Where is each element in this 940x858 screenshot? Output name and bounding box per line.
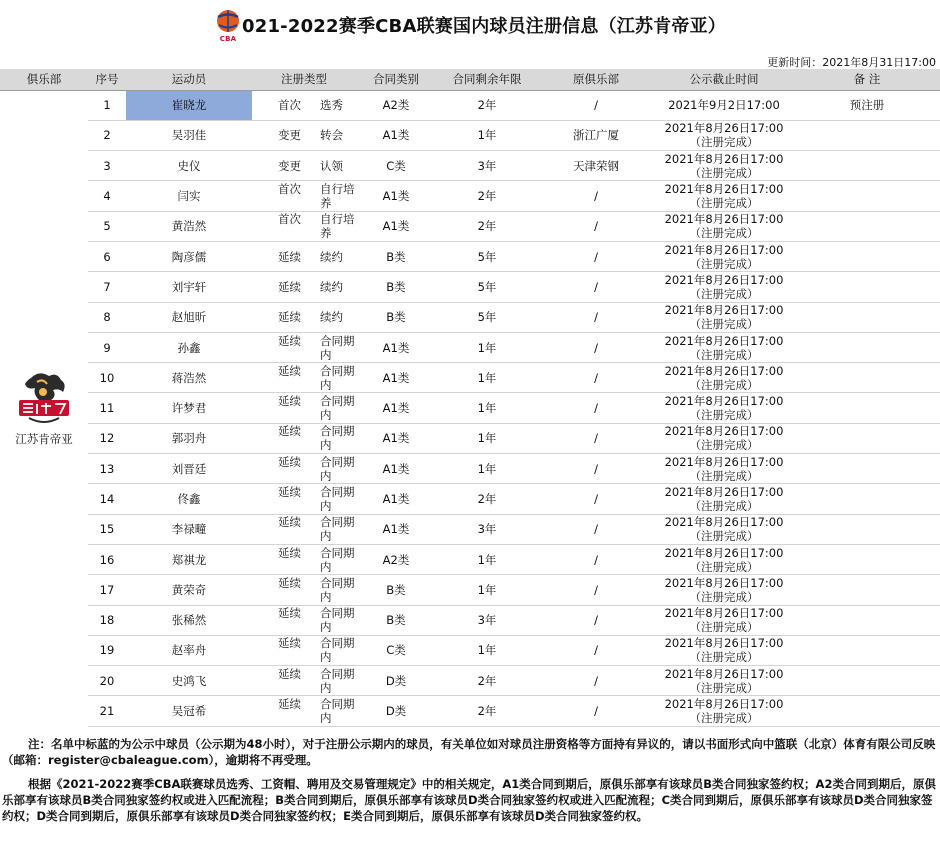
type-primary: 首次 bbox=[278, 182, 301, 197]
contract-years: 1年 bbox=[436, 544, 538, 574]
table-row bbox=[0, 241, 940, 271]
deadline bbox=[654, 151, 794, 181]
column-header: 注册类型 bbox=[252, 69, 356, 90]
remark bbox=[794, 120, 940, 150]
player-name: 孙鑫 bbox=[126, 332, 252, 362]
remark bbox=[794, 211, 940, 241]
remark bbox=[794, 423, 940, 453]
contract-years: 2年 bbox=[436, 90, 538, 120]
registration-type bbox=[252, 635, 356, 665]
type-secondary: 合同期内 bbox=[320, 333, 355, 362]
player-name: 崔晓龙 bbox=[126, 90, 252, 120]
registration-type bbox=[252, 514, 356, 544]
contract-years: 1年 bbox=[436, 393, 538, 423]
type-secondary: 合同期内 bbox=[320, 485, 355, 513]
remark bbox=[794, 454, 940, 484]
note-publicity: 注：名单中标蓝的为公示中球员（公示期为48小时），对于注册公示期内的球员，有关单位如对球员注册资格等方面持有异议的，请以书面形式向中篮联（北京）体育有限公司反映（邮箱：register@cbaleague.com），逾期将不再受理。 bbox=[2, 737, 936, 767]
type-primary: 延续 bbox=[278, 279, 301, 294]
deadline-status: （注册完成） bbox=[689, 135, 759, 150]
contract-years: 2年 bbox=[436, 696, 538, 726]
original-club: / bbox=[538, 514, 654, 544]
player-name: 黄浩然 bbox=[126, 211, 252, 241]
type-secondary: 合同期内 bbox=[320, 515, 355, 544]
player-name: 李禄疃 bbox=[126, 514, 252, 544]
row-number: 7 bbox=[88, 272, 126, 302]
contract-years: 5年 bbox=[436, 302, 538, 332]
deadline bbox=[654, 90, 794, 120]
table-row bbox=[0, 454, 940, 484]
contract-years: 2年 bbox=[436, 484, 538, 514]
type-primary: 首次 bbox=[278, 212, 301, 227]
deadline bbox=[654, 363, 794, 393]
deadline-date: 2021年8月26日17:00 bbox=[664, 121, 784, 136]
deadline-date: 2021年8月26日17:00 bbox=[664, 394, 784, 409]
remark bbox=[794, 151, 940, 181]
registration-type bbox=[252, 120, 356, 150]
deadline-status: （注册完成） bbox=[689, 620, 759, 635]
table-row bbox=[0, 575, 940, 605]
registration-type bbox=[252, 666, 356, 696]
note-rules: 根据《2021-2022赛季CBA联赛球员选秀、工资帽、聘用及交易管理规定》中的相关规定，A1类合同到期后，原俱乐部享有该球员B类合同独家签约权；A2类合同到期后，原俱乐部享有该球员B类合同独家签约权或进入匹配流程；B类合同到期后，原俱乐部享有该球员D类合同独家签约权或进入匹配流程；C类合同到期后，原俱乐部享有该球员D类合同独家签约权；D类合同到期后，原俱乐部享有该球员D类合同独家签约权；E类合同到期后，原俱乐部享有该球员D类合同独家签约权。 bbox=[2, 777, 936, 823]
contract-years: 5年 bbox=[436, 272, 538, 302]
row-number: 12 bbox=[88, 423, 126, 453]
contract-category: A2类 bbox=[356, 90, 436, 120]
original-club: / bbox=[538, 605, 654, 635]
original-club: / bbox=[538, 635, 654, 665]
player-name: 陶彦儒 bbox=[126, 241, 252, 271]
table-row bbox=[0, 605, 940, 635]
table-row bbox=[0, 332, 940, 362]
contract-years: 5年 bbox=[436, 241, 538, 271]
contract-years: 1年 bbox=[436, 363, 538, 393]
deadline bbox=[654, 302, 794, 332]
contract-years: 1年 bbox=[436, 120, 538, 150]
type-primary: 首次 bbox=[278, 98, 301, 113]
deadline-status: （注册完成） bbox=[689, 559, 759, 574]
type-primary: 变更 bbox=[278, 158, 301, 173]
row-number: 21 bbox=[88, 696, 126, 726]
remark bbox=[794, 635, 940, 665]
deadline-date: 2021年8月26日17:00 bbox=[664, 303, 784, 318]
type-primary: 延续 bbox=[278, 363, 301, 378]
title-bar bbox=[0, 8, 940, 42]
registration-type bbox=[252, 241, 356, 271]
remark bbox=[794, 272, 940, 302]
remark bbox=[794, 484, 940, 514]
deadline bbox=[654, 605, 794, 635]
type-secondary: 合同期内 bbox=[320, 545, 355, 574]
deadline-status: （注册完成） bbox=[689, 286, 759, 301]
deadline bbox=[654, 241, 794, 271]
row-number: 15 bbox=[88, 514, 126, 544]
deadline-date: 2021年8月26日17:00 bbox=[664, 636, 784, 651]
type-secondary: 自行培养 bbox=[320, 212, 355, 241]
deadline bbox=[654, 544, 794, 574]
registration-type bbox=[252, 181, 356, 211]
contract-category: A1类 bbox=[356, 484, 436, 514]
registration-type bbox=[252, 544, 356, 574]
player-name: 佟鑫 bbox=[126, 484, 252, 514]
contract-category: A1类 bbox=[356, 423, 436, 453]
type-primary: 变更 bbox=[278, 128, 301, 143]
deadline-date: 2021年8月26日17:00 bbox=[664, 545, 784, 560]
contract-category: D类 bbox=[356, 696, 436, 726]
player-name: 蒋浩然 bbox=[126, 363, 252, 393]
type-secondary: 续约 bbox=[320, 249, 343, 264]
remark bbox=[794, 241, 940, 271]
registration-type bbox=[252, 363, 356, 393]
row-number: 9 bbox=[88, 332, 126, 362]
deadline bbox=[654, 423, 794, 453]
type-secondary: 合同期内 bbox=[320, 666, 355, 695]
row-number: 20 bbox=[88, 666, 126, 696]
row-number: 8 bbox=[88, 302, 126, 332]
deadline bbox=[654, 272, 794, 302]
contract-category: D类 bbox=[356, 666, 436, 696]
deadline-status: （注册完成） bbox=[689, 499, 759, 513]
table-row bbox=[0, 363, 940, 393]
deadline bbox=[654, 332, 794, 362]
contract-category: A1类 bbox=[356, 332, 436, 362]
deadline-date: 2021年8月26日17:00 bbox=[664, 182, 784, 197]
column-header: 合同类别 bbox=[356, 69, 436, 90]
remark bbox=[794, 514, 940, 544]
deadline-status: （注册完成） bbox=[689, 196, 759, 211]
deadline-status: （注册完成） bbox=[689, 347, 759, 362]
original-club: / bbox=[538, 211, 654, 241]
contract-category: C类 bbox=[356, 151, 436, 181]
row-number: 19 bbox=[88, 635, 126, 665]
type-secondary: 合同期内 bbox=[320, 454, 355, 483]
type-primary: 延续 bbox=[278, 666, 301, 681]
row-number: 6 bbox=[88, 241, 126, 271]
row-number: 2 bbox=[88, 120, 126, 150]
registration-table bbox=[0, 69, 940, 727]
deadline-date: 2021年8月26日17:00 bbox=[664, 212, 784, 227]
original-club: / bbox=[538, 696, 654, 726]
contract-years: 3年 bbox=[436, 605, 538, 635]
contract-category: A1类 bbox=[356, 393, 436, 423]
deadline-status: （注册完成） bbox=[689, 256, 759, 271]
player-name: 郭羽舟 bbox=[126, 423, 252, 453]
player-name: 闫实 bbox=[126, 181, 252, 211]
notes-section bbox=[2, 736, 938, 832]
table-row bbox=[0, 544, 940, 574]
contract-years: 2年 bbox=[436, 666, 538, 696]
row-number: 10 bbox=[88, 363, 126, 393]
table-row bbox=[0, 514, 940, 544]
contract-category: B类 bbox=[356, 605, 436, 635]
registration-type bbox=[252, 696, 356, 726]
contract-category: C类 bbox=[356, 635, 436, 665]
column-header: 运动员 bbox=[126, 69, 252, 90]
remark bbox=[794, 696, 940, 726]
table-row bbox=[0, 302, 940, 332]
type-secondary: 转会 bbox=[320, 128, 343, 143]
registration-type bbox=[252, 605, 356, 635]
deadline-date: 2021年8月26日17:00 bbox=[664, 272, 784, 287]
deadline-date: 2021年8月26日17:00 bbox=[664, 697, 784, 712]
deadline bbox=[654, 211, 794, 241]
deadline-status: （注册完成） bbox=[689, 438, 759, 453]
column-header: 原俱乐部 bbox=[538, 69, 654, 90]
type-secondary: 自行培养 bbox=[320, 182, 355, 211]
type-secondary: 续约 bbox=[320, 279, 343, 294]
table-row bbox=[0, 151, 940, 181]
contract-years: 1年 bbox=[436, 575, 538, 605]
contract-years: 3年 bbox=[436, 514, 538, 544]
row-number: 16 bbox=[88, 544, 126, 574]
deadline-status: （注册完成） bbox=[689, 317, 759, 332]
deadline bbox=[654, 393, 794, 423]
deadline bbox=[654, 666, 794, 696]
player-name: 吴冠希 bbox=[126, 696, 252, 726]
contract-years: 1年 bbox=[436, 454, 538, 484]
original-club: / bbox=[538, 423, 654, 453]
type-secondary: 合同期内 bbox=[320, 636, 355, 665]
type-primary: 延续 bbox=[278, 515, 301, 530]
table-row bbox=[0, 423, 940, 453]
deadline-date: 2021年8月26日17:00 bbox=[664, 666, 784, 681]
row-number: 1 bbox=[88, 90, 126, 120]
row-number: 17 bbox=[88, 575, 126, 605]
player-name: 许梦君 bbox=[126, 393, 252, 423]
type-primary: 延续 bbox=[278, 575, 301, 590]
svg-text:CBA: CBA bbox=[219, 35, 237, 42]
type-primary: 延续 bbox=[278, 333, 301, 348]
contract-category: B类 bbox=[356, 241, 436, 271]
type-primary: 延续 bbox=[278, 485, 301, 499]
registration-type bbox=[252, 272, 356, 302]
club-name: 江苏肯帝亚 bbox=[15, 432, 73, 447]
deadline-date: 2021年8月26日17:00 bbox=[664, 363, 784, 378]
contract-years: 3年 bbox=[436, 151, 538, 181]
remark: 预注册 bbox=[794, 90, 940, 120]
player-name: 郑祺龙 bbox=[126, 544, 252, 574]
contract-category: A2类 bbox=[356, 544, 436, 574]
table-row bbox=[0, 393, 940, 423]
deadline-date: 2021年8月26日17:00 bbox=[664, 242, 784, 257]
deadline-date: 2021年8月26日17:00 bbox=[664, 424, 784, 439]
deadline bbox=[654, 635, 794, 665]
deadline-date: 2021年9月2日17:00 bbox=[668, 98, 780, 113]
column-header: 合同剩余年限 bbox=[436, 69, 538, 90]
registration-type bbox=[252, 211, 356, 241]
original-club: 天津荣钢 bbox=[538, 151, 654, 181]
deadline-status: （注册完成） bbox=[689, 165, 759, 180]
deadline-status: （注册完成） bbox=[689, 529, 759, 544]
contract-category: A1类 bbox=[356, 120, 436, 150]
column-header: 俱乐部 bbox=[0, 69, 88, 90]
deadline-status: （注册完成） bbox=[689, 650, 759, 665]
type-secondary: 认领 bbox=[320, 158, 343, 173]
deadline-status: （注册完成） bbox=[689, 680, 759, 695]
player-name: 张稀然 bbox=[126, 605, 252, 635]
contract-years: 2年 bbox=[436, 211, 538, 241]
player-name: 刘晋廷 bbox=[126, 454, 252, 484]
original-club: / bbox=[538, 302, 654, 332]
deadline bbox=[654, 575, 794, 605]
remark bbox=[794, 666, 940, 696]
contract-category: A1类 bbox=[356, 363, 436, 393]
type-secondary: 合同期内 bbox=[320, 424, 355, 453]
registration-type bbox=[252, 302, 356, 332]
player-name: 刘宇轩 bbox=[126, 272, 252, 302]
remark bbox=[794, 363, 940, 393]
deadline bbox=[654, 120, 794, 150]
type-secondary: 选秀 bbox=[320, 98, 343, 113]
deadline-status: （注册完成） bbox=[689, 711, 759, 726]
remark bbox=[794, 575, 940, 605]
row-number: 14 bbox=[88, 484, 126, 514]
deadline-date: 2021年8月26日17:00 bbox=[664, 575, 784, 590]
title-text: 021-2022赛季CBA联赛国内球员注册信息（江苏肯帝亚） bbox=[242, 16, 726, 37]
update-time: 更新时间：2021年8月31日17:00 bbox=[767, 56, 936, 69]
type-secondary: 合同期内 bbox=[320, 394, 355, 423]
row-number: 5 bbox=[88, 211, 126, 241]
original-club: / bbox=[538, 241, 654, 271]
contract-category: A1类 bbox=[356, 211, 436, 241]
type-primary: 延续 bbox=[278, 454, 301, 469]
type-primary: 延续 bbox=[278, 636, 301, 651]
contract-category: A1类 bbox=[356, 181, 436, 211]
table-row bbox=[0, 181, 940, 211]
type-secondary: 合同期内 bbox=[320, 575, 355, 604]
deadline-status: （注册完成） bbox=[689, 468, 759, 483]
original-club: / bbox=[538, 272, 654, 302]
type-primary: 延续 bbox=[278, 394, 301, 409]
contract-category: B类 bbox=[356, 302, 436, 332]
table-row bbox=[0, 272, 940, 302]
deadline bbox=[654, 181, 794, 211]
deadline-date: 2021年8月26日17:00 bbox=[664, 515, 784, 530]
original-club: / bbox=[538, 484, 654, 514]
registration-type bbox=[252, 484, 356, 514]
original-club: / bbox=[538, 666, 654, 696]
table-row bbox=[0, 484, 940, 514]
type-primary: 延续 bbox=[278, 249, 301, 264]
contract-years: 1年 bbox=[436, 332, 538, 362]
column-header: 备 注 bbox=[794, 69, 940, 90]
original-club: / bbox=[538, 454, 654, 484]
contract-years: 1年 bbox=[436, 635, 538, 665]
type-secondary: 合同期内 bbox=[320, 697, 355, 726]
deadline-status: （注册完成） bbox=[689, 226, 759, 241]
deadline bbox=[654, 454, 794, 484]
type-secondary: 续约 bbox=[320, 310, 343, 325]
header-row bbox=[0, 69, 940, 90]
row-number: 11 bbox=[88, 393, 126, 423]
type-secondary: 合同期内 bbox=[320, 606, 355, 635]
original-club: / bbox=[538, 90, 654, 120]
table-row bbox=[0, 90, 940, 120]
player-name: 赵率舟 bbox=[126, 635, 252, 665]
registration-type bbox=[252, 393, 356, 423]
deadline bbox=[654, 484, 794, 514]
contract-category: A1类 bbox=[356, 514, 436, 544]
type-primary: 延续 bbox=[278, 697, 301, 712]
table-row bbox=[0, 120, 940, 150]
remark bbox=[794, 393, 940, 423]
original-club: / bbox=[538, 181, 654, 211]
original-club: / bbox=[538, 363, 654, 393]
deadline bbox=[654, 514, 794, 544]
type-primary: 延续 bbox=[278, 545, 301, 560]
original-club: / bbox=[538, 575, 654, 605]
deadline-date: 2021年8月26日17:00 bbox=[664, 151, 784, 166]
table-row bbox=[0, 666, 940, 696]
type-secondary: 合同期内 bbox=[320, 363, 355, 392]
player-name: 史仪 bbox=[126, 151, 252, 181]
column-header: 公示截止时间 bbox=[654, 69, 794, 90]
player-name: 赵旭昕 bbox=[126, 302, 252, 332]
contract-years: 2年 bbox=[436, 181, 538, 211]
remark bbox=[794, 332, 940, 362]
registration-type bbox=[252, 575, 356, 605]
deadline-status: （注册完成） bbox=[689, 377, 759, 392]
club-cell bbox=[0, 90, 88, 726]
deadline-status: （注册完成） bbox=[689, 589, 759, 604]
table-row bbox=[0, 696, 940, 726]
deadline-date: 2021年8月26日17:00 bbox=[664, 454, 784, 469]
remark bbox=[794, 181, 940, 211]
dragon-icon bbox=[13, 370, 75, 428]
registration-type bbox=[252, 90, 356, 120]
deadline-date: 2021年8月26日17:00 bbox=[664, 606, 784, 621]
registration-type bbox=[252, 454, 356, 484]
player-name: 吴羽佳 bbox=[126, 120, 252, 150]
contract-category: A1类 bbox=[356, 454, 436, 484]
type-primary: 延续 bbox=[278, 424, 301, 439]
remark bbox=[794, 605, 940, 635]
remark bbox=[794, 544, 940, 574]
deadline-status: （注册完成） bbox=[689, 408, 759, 423]
deadline-date: 2021年8月26日17:00 bbox=[664, 333, 784, 348]
original-club: / bbox=[538, 544, 654, 574]
original-club: / bbox=[538, 332, 654, 362]
contract-category: B类 bbox=[356, 575, 436, 605]
registration-type bbox=[252, 151, 356, 181]
row-number: 4 bbox=[88, 181, 126, 211]
column-header: 序号 bbox=[88, 69, 126, 90]
original-club: / bbox=[538, 393, 654, 423]
row-number: 18 bbox=[88, 605, 126, 635]
cba-logo-icon bbox=[214, 8, 242, 42]
row-number: 3 bbox=[88, 151, 126, 181]
contract-category: B类 bbox=[356, 272, 436, 302]
contract-years: 1年 bbox=[436, 423, 538, 453]
row-number: 13 bbox=[88, 454, 126, 484]
deadline-date: 2021年8月26日17:00 bbox=[664, 485, 784, 499]
page-title bbox=[214, 8, 726, 42]
deadline bbox=[654, 696, 794, 726]
type-primary: 延续 bbox=[278, 310, 301, 325]
registration-type bbox=[252, 332, 356, 362]
table-row bbox=[0, 635, 940, 665]
player-name: 史鸿飞 bbox=[126, 666, 252, 696]
player-name: 黄荣奇 bbox=[126, 575, 252, 605]
original-club: 浙江广厦 bbox=[538, 120, 654, 150]
type-primary: 延续 bbox=[278, 606, 301, 621]
registration-type bbox=[252, 423, 356, 453]
remark bbox=[794, 302, 940, 332]
table-row bbox=[0, 211, 940, 241]
